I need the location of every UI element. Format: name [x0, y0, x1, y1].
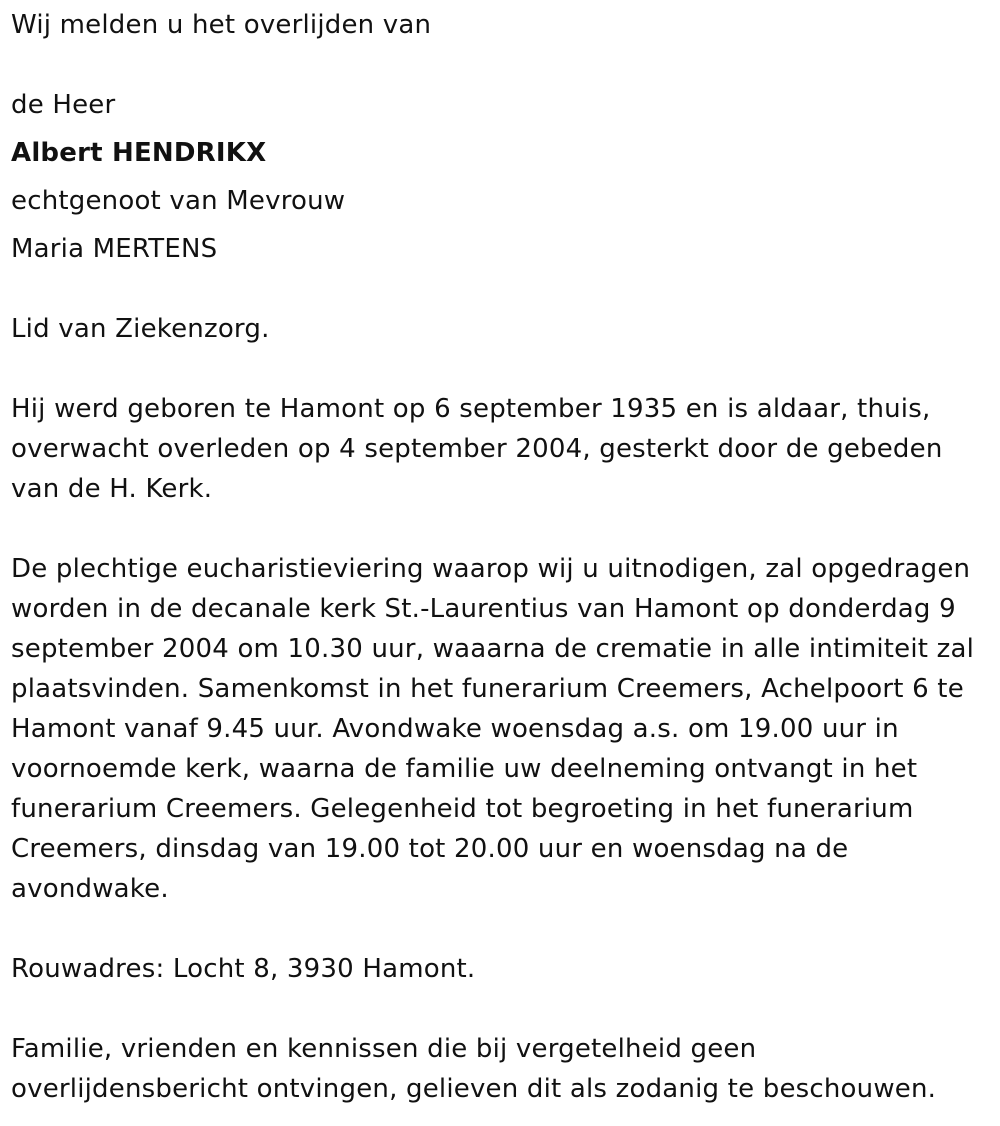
birth-death-line: van de H. Kerk. — [11, 474, 213, 504]
closing-line: overlijdensbericht ontvingen, gelieven dit als zodanig te beschouwen. — [11, 1074, 937, 1104]
ceremony-line: funerarium Creemers. Gelegenheid tot begroeting in het funerarium — [11, 794, 914, 824]
intro-text: Wij melden u het overlijden van — [11, 10, 432, 40]
spouse-relation: echtgenoot van Mevrouw — [11, 186, 346, 216]
membership-text: Lid van Ziekenzorg. — [11, 314, 270, 344]
closing-line: Familie, vrienden en kennissen die bij vergetelheid geen — [11, 1034, 757, 1064]
ceremony-line: voornoemde kerk, waarna de familie uw deelneming ontvangt in het — [11, 754, 918, 784]
ceremony-line: worden in de decanale kerk St.-Laurentius van Hamont op donderdag 9 — [11, 594, 956, 624]
birth-death-line: overwacht overleden op 4 september 2004, gesterkt door de gebeden — [11, 434, 943, 464]
ceremony-line: avondwake. — [11, 874, 169, 904]
deceased-name: Albert HENDRIKX — [11, 138, 267, 168]
ceremony-line: Creemers, dinsdag van 19.00 tot 20.00 uur en woensdag na de — [11, 834, 849, 864]
title-text: de Heer — [11, 90, 116, 120]
address-text: Rouwadres: Locht 8, 3930 Hamont. — [11, 954, 476, 984]
ceremony-line: Hamont vanaf 9.45 uur. Avondwake woensdag a.s. om 19.00 uur in — [11, 714, 899, 744]
ceremony-line: plaatsvinden. Samenkomst in het funerarium Creemers, Achelpoort 6 te — [11, 674, 964, 704]
ceremony-line: september 2004 om 10.30 uur, waaarna de crematie in alle intimiteit zal — [11, 634, 975, 664]
spouse-name: Maria MERTENS — [11, 234, 218, 264]
birth-death-line: Hij werd geboren te Hamont op 6 september 1935 en is aldaar, thuis, — [11, 394, 931, 424]
ceremony-line: De plechtige eucharistieviering waarop wij u uitnodigen, zal opgedragen — [11, 554, 971, 584]
